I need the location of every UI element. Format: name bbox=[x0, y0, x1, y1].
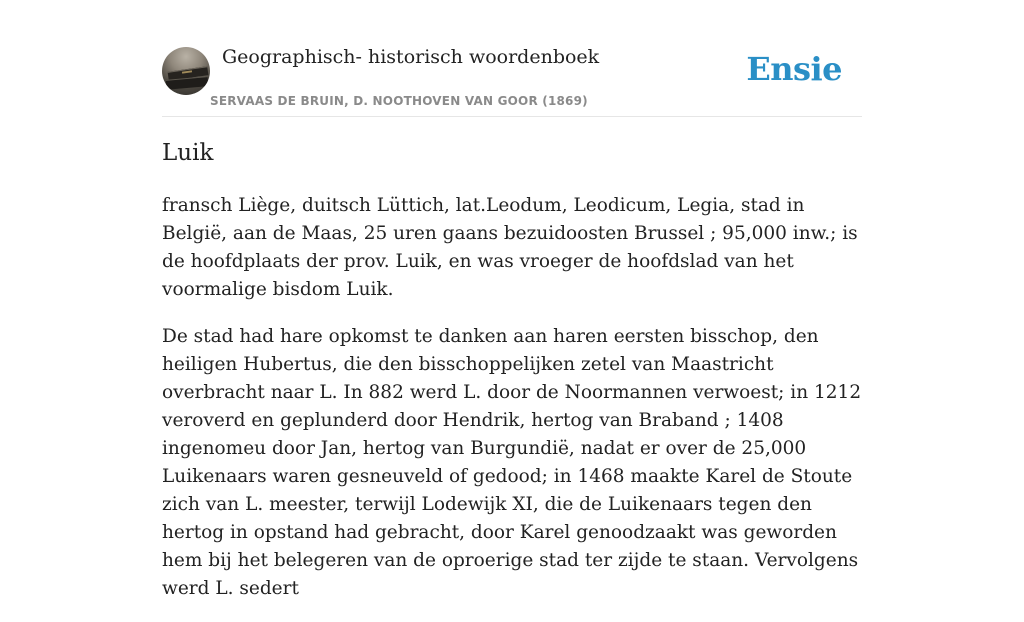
entry-paragraph: fransch Liège, duitsch Lüttich, lat.Leodum, Leodicum, Legia, stad in België, aan de Maas, 25 uren gaans bezuidoosten Brussel ; 95,000 inw.; is de hoofdplaats der prov. Luik, en was vroeger de hoofdslad van het voormalige bisdom Luik. bbox=[162, 195, 858, 300]
book-title-link[interactable]: Geographisch- historisch woordenboek bbox=[222, 46, 600, 68]
page-content bbox=[162, 0, 862, 599]
book-authors: SERVAAS DE BRUIN, D. NOOTHOVEN VAN GOOR (1869) bbox=[210, 94, 588, 108]
book-header bbox=[162, 0, 862, 117]
book-spine-decoration bbox=[166, 76, 209, 90]
entry-body bbox=[162, 192, 862, 622]
ensie-logo[interactable]: Ensie bbox=[746, 50, 842, 88]
entry-paragraph: De stad had hare opkomst te danken aan haren eersten bisschop, den heiligen Hubertus, die den bisschoppelijken zetel van Maastricht overbracht naar L. In 882 werd L. door de Noormannen verwoest; in 1212 veroverd en geplunderd door Hendrik, hertog van Braband ; 1408 ingenomeu door Jan, hertog van Burgundië, nadat er over de 25,000 Luikenaars waren gesneuveld of gedood; in 1468 maakte Karel de Stoute zich van L. meester, terwijl Lodewijk XI, die de Luikenaars tegen den hertog in opstand had gebracht, door Karel genoodzaakt was geworden hem bij het belegeren van de oproerige stad ter zijde te staan. Vervolgens werd L. sedert bbox=[162, 326, 862, 599]
entry-title: Luik bbox=[162, 140, 214, 166]
book-cover-avatar[interactable] bbox=[162, 47, 210, 95]
